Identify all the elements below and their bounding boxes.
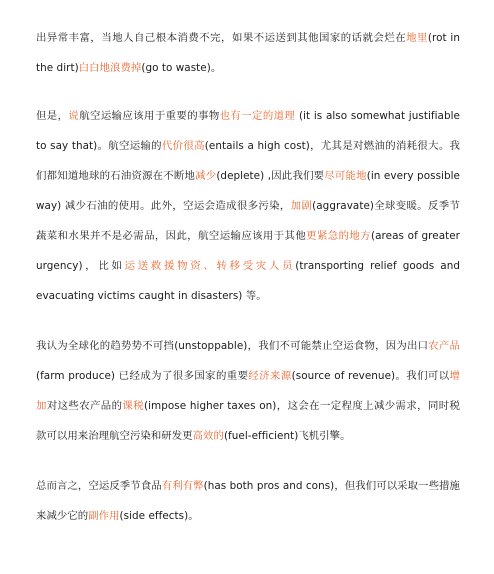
paragraph-1 [36, 0, 460, 83]
paragraph-2 [36, 101, 460, 311]
highlighted-term: 高效的 [192, 430, 224, 442]
highlighted-term: 白白地浪费掉 [78, 62, 142, 74]
text-segment: (impose higher taxes on)，这会在一定程度上减少需求，同时税 款可以用来治理航空污染和研发更 [36, 400, 460, 442]
text-segment: (side effects)。 [119, 510, 199, 522]
text-segment: 出异常丰富，当地人自己根本消费不完，如果不运送到其他国家的话就会烂在 [36, 32, 407, 44]
text-segment: (rot in the dirt) [36, 32, 461, 74]
text-segment: (go to waste)。 [141, 62, 222, 74]
highlighted-term: 尽可能地 [324, 170, 367, 182]
highlighted-term: 加剧 [290, 200, 313, 212]
highlighted-term: 课税 [122, 400, 145, 412]
text-segment: 我认为全球化的趋势势不可挡(unstoppable)，我们不可能禁止空运食物，因为出口 [36, 340, 429, 352]
text-segment: (in every possible way) 减少石油的使用。此外，空运会造成很多污染， [36, 170, 460, 212]
paragraph-3 [36, 331, 460, 451]
highlighted-term: 增加 [36, 370, 460, 412]
text-segment: (has both pros and cons)，但我们可以采取一些措施来减少它的 [36, 480, 460, 522]
highlighted-term: 代价很高 [161, 140, 205, 152]
text-segment: 对这些农产品的 [46, 400, 123, 412]
paragraph-4 [36, 471, 460, 531]
highlighted-term: 也有一定的道理 [219, 110, 296, 122]
text-segment: (areas of greater urgency)，比如 [36, 230, 460, 272]
text-segment: (farm produce) 已经成为了很多国家的重要 [36, 370, 249, 382]
highlighted-term: 更紧急的地方 [306, 230, 372, 242]
highlighted-term: 减少 [195, 170, 217, 182]
text-segment: 总而言之，空运反季节食品 [36, 480, 162, 492]
highlighted-term: 地里 [406, 32, 428, 44]
highlighted-term: 说 [68, 110, 80, 122]
text-segment: (transporting relief goods and evacuating victims caught in disasters) 等。 [36, 260, 461, 302]
text-segment: 但是， [36, 110, 69, 122]
text-segment: (entails a high cost)，尤其是对燃油的消耗很大。我们都知道地球的石油资源在不断地 [36, 140, 460, 182]
highlighted-term: 经济来源 [248, 370, 292, 382]
highlighted-term: 有利有弊 [161, 480, 204, 492]
text-segment: (deplete) ,因此我们要 [216, 170, 325, 182]
highlighted-term: 副作用 [88, 510, 120, 522]
text-segment: (fuel-efficient)飞机引擎。 [223, 430, 351, 442]
text-segment: (it is also somewhat justifiable to say that)。航空运输的 [36, 110, 460, 152]
text-segment: (source of revenue)。我们可以 [291, 370, 450, 382]
text-segment: 航空运输应该用于重要的事物 [79, 110, 220, 122]
highlighted-term: 农产品 [428, 340, 460, 352]
highlighted-term: 运送救援物资、转移受灾人员 [124, 260, 296, 272]
text-segment: (aggravate)全球变暖。反季节蔬菜和水果并不是必需品，因此，航空运输应该用于其他 [36, 200, 460, 242]
